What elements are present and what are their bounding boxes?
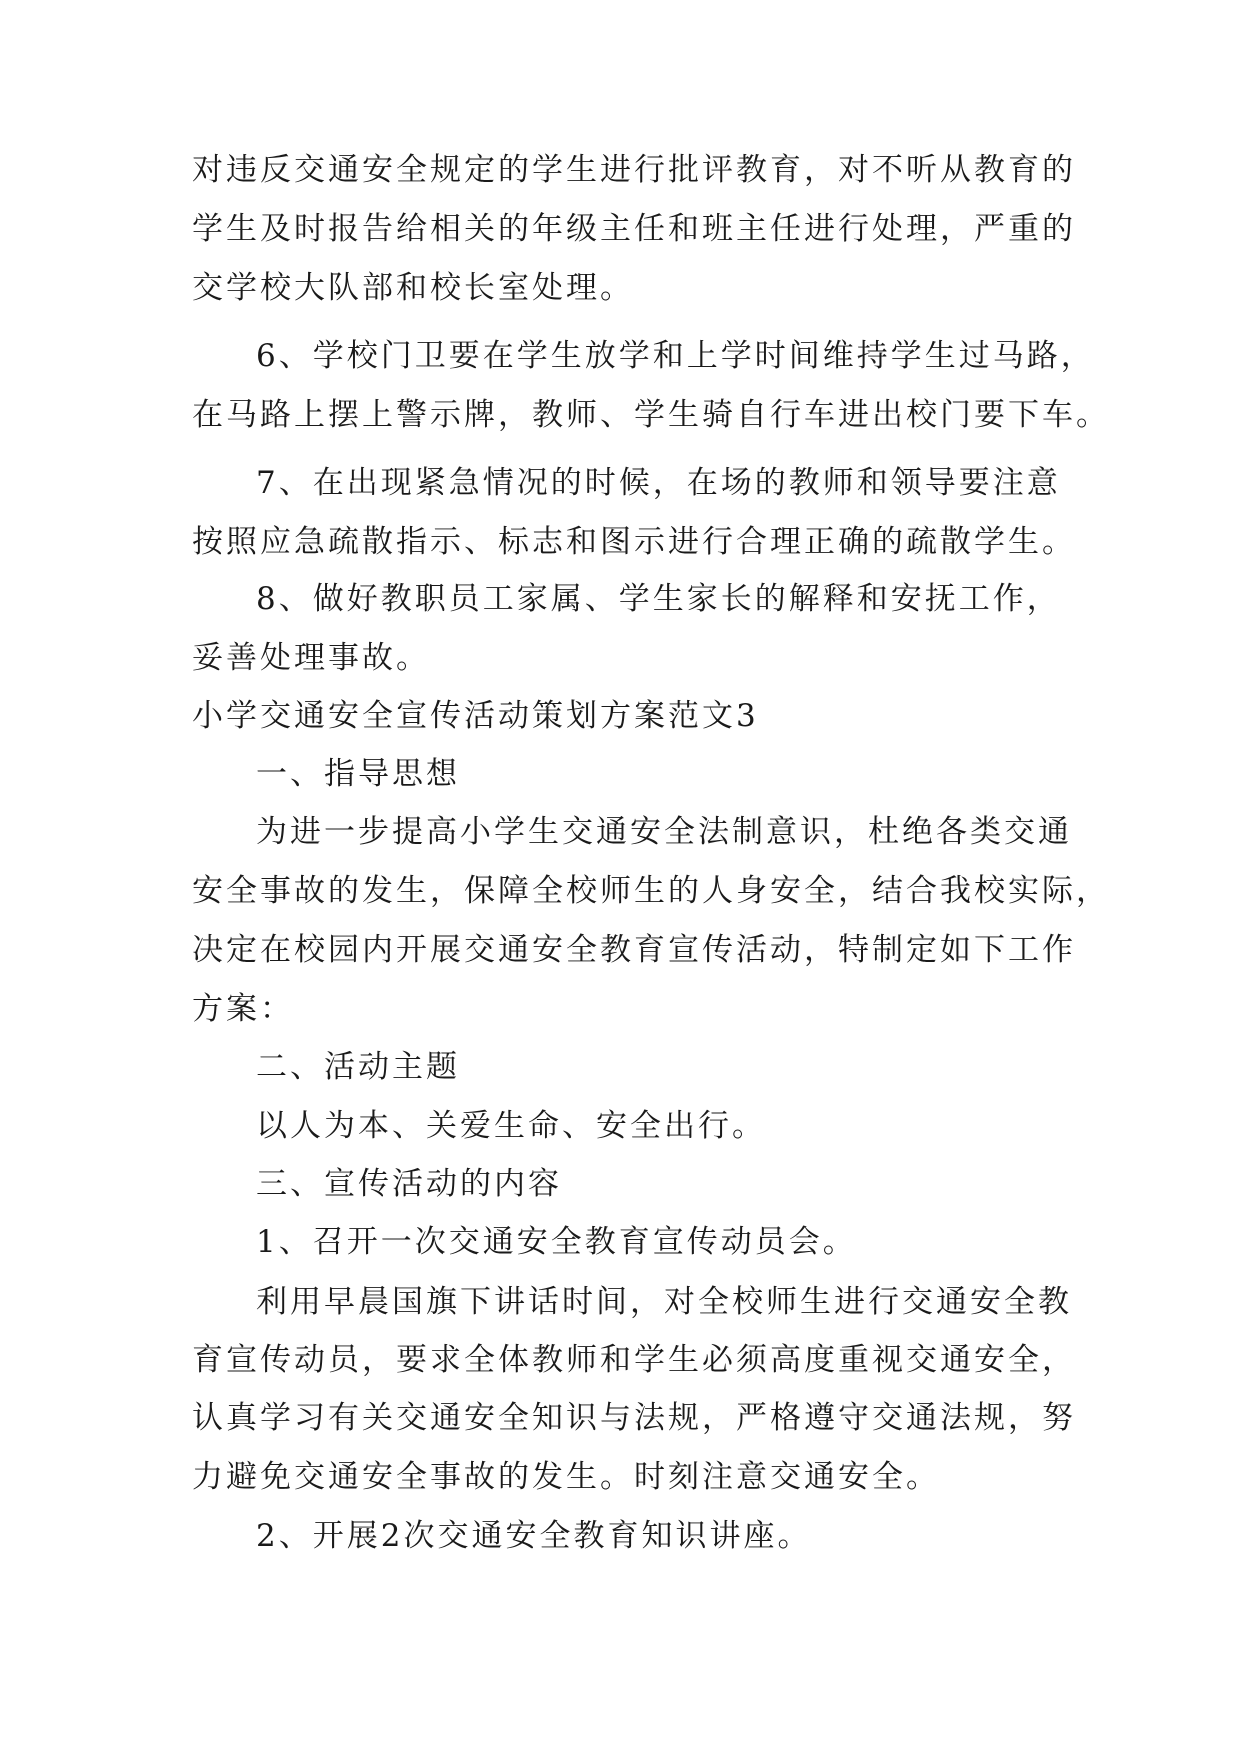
text-line: 决定在校园内开展交通安全教育宣传活动，特制定如下工作 bbox=[192, 932, 1076, 968]
text-line: 学生及时报告给相关的年级主任和班主任进行处理，严重的 bbox=[192, 211, 1076, 247]
text-line: 6、学校门卫要在学生放学和上学时间维持学生过马路， bbox=[256, 338, 1095, 374]
text-line: 育宣传动员，要求全体教师和学生必须高度重视交通安全， bbox=[192, 1342, 1076, 1378]
text-line: 8、做好教职员工家属、学生家长的解释和安抚工作， bbox=[256, 581, 1061, 617]
text-line: 2、开展2次交通安全教育知识讲座。 bbox=[256, 1518, 812, 1554]
text-line: 1、召开一次交通安全教育宣传动员会。 bbox=[256, 1224, 857, 1260]
text-line: 力避免交通安全事故的发生。时刻注意交通安全。 bbox=[192, 1459, 940, 1495]
text-line: 利用早晨国旗下讲话时间，对全校师生进行交通安全教 bbox=[256, 1284, 1072, 1320]
text-line: 对违反交通安全规定的学生进行批评教育，对不听从教育的 bbox=[192, 152, 1076, 188]
section-heading: 二、活动主题 bbox=[256, 1049, 460, 1085]
text-line: 7、在出现紧急情况的时候，在场的教师和领导要注意 bbox=[256, 465, 1061, 501]
section-heading: 三、宣传活动的内容 bbox=[256, 1166, 562, 1202]
text-line: 方案： bbox=[192, 991, 294, 1027]
text-line: 妥善处理事故。 bbox=[192, 640, 430, 676]
section-heading: 一、指导思想 bbox=[256, 756, 460, 792]
text-line: 安全事故的发生，保障全校师生的人身安全，结合我校实际， bbox=[192, 873, 1110, 909]
text-line: 交学校大队部和校长室处理。 bbox=[192, 270, 634, 306]
text-line: 为进一步提高小学生交通安全法制意识，杜绝各类交通 bbox=[256, 814, 1072, 850]
text-line: 认真学习有关交通安全知识与法规，严格遵守交通法规，努 bbox=[192, 1400, 1076, 1436]
text-line: 按照应急疏散指示、标志和图示进行合理正确的疏散学生。 bbox=[192, 524, 1076, 560]
text-line: 以人为本、关爱生命、安全出行。 bbox=[256, 1108, 766, 1144]
text-line: 在马路上摆上警示牌，教师、学生骑自行车进出校门要下车。 bbox=[192, 397, 1110, 433]
section-title: 小学交通安全宣传活动策划方案范文3 bbox=[192, 698, 759, 734]
